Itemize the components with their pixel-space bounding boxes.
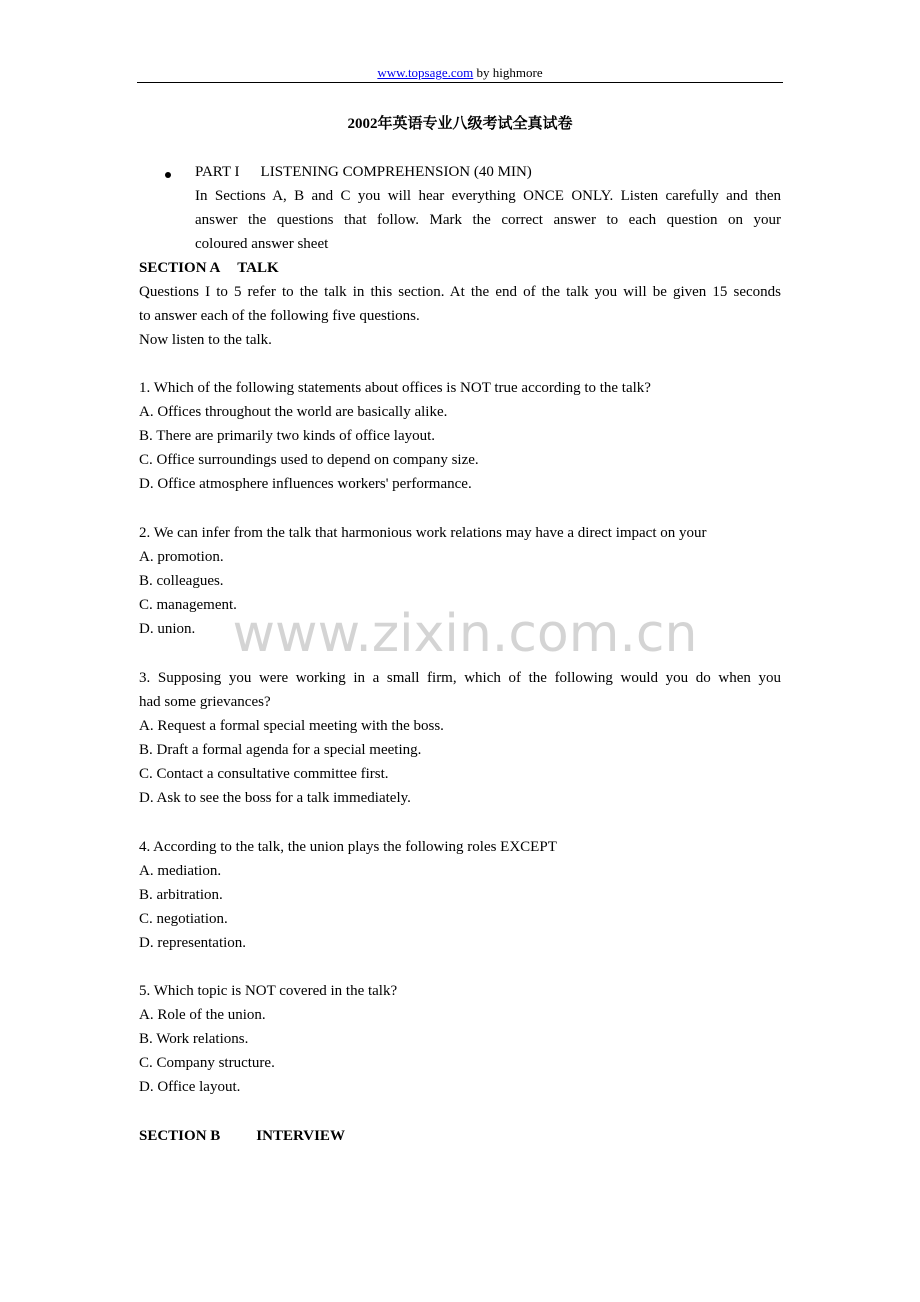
section-b-name: INTERVIEW <box>256 1128 345 1144</box>
question-4-option-c: C. negotiation. <box>139 911 228 927</box>
part1-instructions-line-1: In Sections A, B and C you will hear everything ONCE ONLY. Listen carefully and then <box>195 188 781 204</box>
part1-label: PART I <box>195 164 240 180</box>
question-1-option-b: B. There are primarily two kinds of office layout. <box>139 428 436 444</box>
question-2-option-b: B. colleagues. <box>139 573 224 589</box>
page-header <box>137 64 783 82</box>
question-3-option-d: D. Ask to see the boss for a talk immediately. <box>139 790 411 806</box>
section-a-intro-line-1: Questions I to 5 refer to the talk in this section. At the end of the talk you will be given 15 seconds <box>139 284 781 300</box>
question-4-option-b: B. arbitration. <box>139 887 223 903</box>
section-a-intro-line-2: to answer each of the following five questions. <box>139 308 420 324</box>
part1-title: LISTENING COMPREHENSION (40 MIN) <box>260 164 532 180</box>
question-1-option-a: A. Offices throughout the world are basically alike. <box>139 404 448 420</box>
question-3-option-a: A. Request a formal special meeting with the boss. <box>139 718 444 734</box>
header-suffix: by highmore <box>473 65 543 80</box>
header-rule <box>137 82 783 83</box>
document-title: 2002年英语专业八级考试全真试卷 <box>347 116 573 132</box>
section-a-prompt: Now listen to the talk. <box>139 332 272 348</box>
watermark: www.zixin.com.cn <box>232 604 698 664</box>
part1-heading <box>195 160 532 184</box>
question-1-option-d: D. Office atmosphere influences workers' performance. <box>139 476 472 492</box>
question-5-option-b: B. Work relations. <box>139 1031 249 1047</box>
section-a-label: SECTION A <box>139 260 221 276</box>
question-3-option-c: C. Contact a consultative committee first. <box>139 766 389 782</box>
question-2-option-d: D. union. <box>139 621 196 637</box>
question-1-stem: 1. Which of the following statements about offices is NOT true according to the talk? <box>139 380 651 396</box>
section-b-heading <box>139 1124 345 1148</box>
part1-instructions-line-3: coloured answer sheet <box>195 236 329 252</box>
question-5-option-c: C. Company structure. <box>139 1055 275 1071</box>
question-4-stem: 4. According to the talk, the union plays the following roles EXCEPT <box>139 839 557 855</box>
question-1-option-c: C. Office surroundings used to depend on company size. <box>139 452 479 468</box>
question-2-stem: 2. We can infer from the talk that harmonious work relations may have a direct impact on your <box>139 525 707 541</box>
question-5-option-d: D. Office layout. <box>139 1079 241 1095</box>
question-4-option-d: D. representation. <box>139 935 247 951</box>
bullet-icon <box>165 172 171 178</box>
part1-instructions-line-2: answer the questions that follow. Mark the correct answer to each question on your <box>195 212 781 228</box>
question-4-option-a: A. mediation. <box>139 863 222 879</box>
section-a-heading <box>139 256 279 280</box>
section-b-label: SECTION B <box>139 1128 221 1144</box>
question-2-option-a: A. promotion. <box>139 549 224 565</box>
question-2-option-c: C. management. <box>139 597 237 613</box>
question-5-option-a: A. Role of the union. <box>139 1007 266 1023</box>
question-3-stem-line-2: had some grievances? <box>139 694 271 710</box>
question-3-stem-line-1: 3. Supposing you were working in a small firm, which of the following would you do when you <box>139 670 781 686</box>
header-link[interactable]: www.topsage.com <box>377 65 474 80</box>
question-5-stem: 5. Which topic is NOT covered in the talk? <box>139 983 398 999</box>
section-a-name: TALK <box>237 260 279 276</box>
question-3-option-b: B. Draft a formal agenda for a special meeting. <box>139 742 422 758</box>
